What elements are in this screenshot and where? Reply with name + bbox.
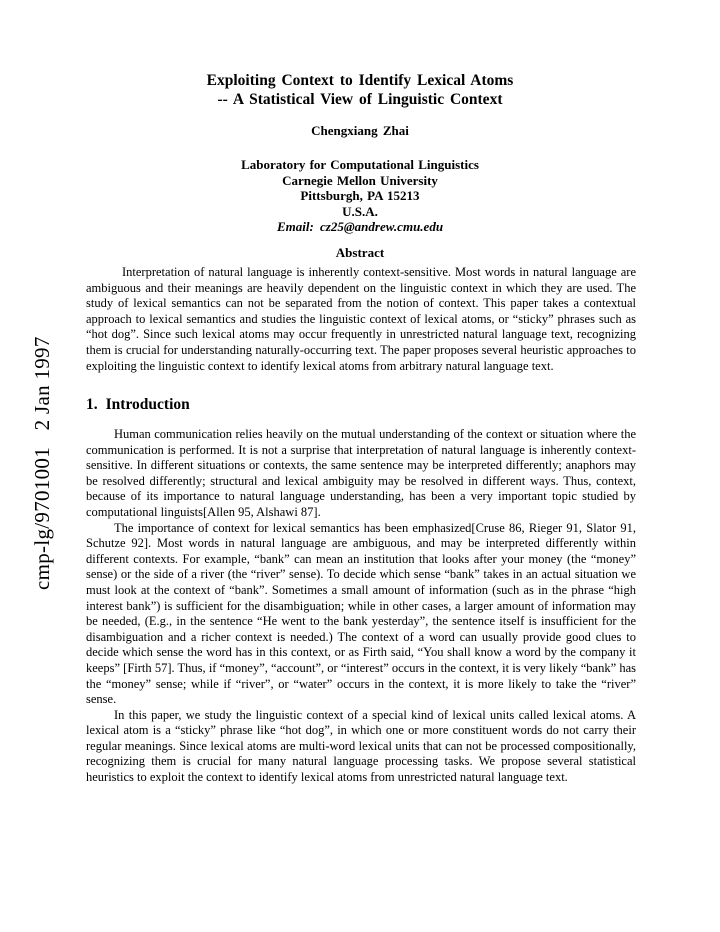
intro-paragraph: Human communication relies heavily on the mutual understanding of the context or situation where the communication is performed. It is not a surprise that interpretation of natural language is inherently context-sensitive. In different situations or contexts, the same sentence may be interpreted differently; anaphors may be resolved differently; structural and lexical ambiguity may be resolved in different ways. Thus, context, because of its importance to natural language understanding, has been a very important topic studied by computational linguists[Allen 95, Alshawi 87]. [86, 427, 636, 519]
author-email: Email: cz25@andrew.cmu.edu [276, 219, 444, 234]
affiliation-line: Laboratory for Computational Linguistics [241, 157, 479, 172]
paper-title-line-1: Exploiting Context to Identify Lexical Atoms [206, 72, 514, 89]
section-number: 1. [86, 396, 98, 413]
affiliation-line: Pittsburgh, PA 15213 [300, 188, 420, 203]
section-title: Introduction [105, 396, 190, 413]
arxiv-identifier: cmp-lg/9701001 2 Jan 1997 [30, 336, 54, 590]
abstract-paragraph: Interpretation of natural language is inherently context-sensitive. Most words in natural language are ambiguous and their meanings are heavily dependent on the linguistic context in which they are used. The study of lexical semantics can not be separated from the notion of context. This paper takes a contextual approach to lexical semantics and studies the linguistic context of lexical atoms, or “sticky” phrases such as “hot dog”. Since such lexical atoms may occur frequently in unrestricted natural language text, recognizing them is crucial for understanding naturally-occurring text. The paper proposes several heuristic approaches to exploiting the linguistic context to identify lexical atoms from arbitrary natural language text. [86, 265, 636, 373]
paper-header [0, 71, 720, 261]
introduction-body [86, 427, 636, 786]
section-heading-introduction [86, 396, 190, 414]
abstract-body [86, 265, 636, 374]
affiliation-line: Carnegie Mellon University [282, 172, 438, 188]
paper-title-line-2: -- A Statistical View of Linguistic Context [217, 91, 503, 108]
intro-paragraph: In this paper, we study the linguistic context of a special kind of lexical units called lexical atoms. A lexical atom is a “sticky” phrase like “hot dog”, in which one or more constituent words do not carry their regular meanings. Since lexical atoms are multi-word lexical units that can not be processed compositionally, recognizing them is crucial for many natural language processing tasks. We propose several statistical heuristics to exploit the context to identify lexical atoms from unrestricted natural language text. [86, 707, 636, 785]
author-name: Chengxiang Zhai [311, 123, 409, 138]
intro-paragraph: The importance of context for lexical semantics has been emphasized[Cruse 86, Rieger 91, Slator 91, Schutze 92]. Most words in natural language are ambiguous, and may be interpreted differently within different contexts. For example, “bank” can mean an institution that looks after your money (the “money” sense) or the side of a river (the “river” sense). To decide which sense “bank” takes in an actual situation we must look at the context of “bank”. Sometimes a small amount of information (such as in the phrase “high interest bank”) is sufficient for the disambiguation; while in other cases, a larger amount of information may be needed, (E.g., in the sentence “He went to the bank yesterday”, the sentence itself is insufficient for the disambiguation and a richer context is needed.) The context of a word can usually provide good clues to decide which sense the word has in this context, or as Firth said, “You shall know a word by the company it keeps” [Firth 57]. Thus, if “money”, “account”, or “interest” occurs in the context, it is very likely “bank” has the “money” sense; while if “river”, or “water” occurs in the context, it is more likely to take the “river” sense. [86, 520, 636, 707]
affiliation-line: U.S.A. [342, 203, 378, 219]
affiliation [0, 157, 720, 219]
abstract-heading: Abstract [335, 245, 385, 260]
